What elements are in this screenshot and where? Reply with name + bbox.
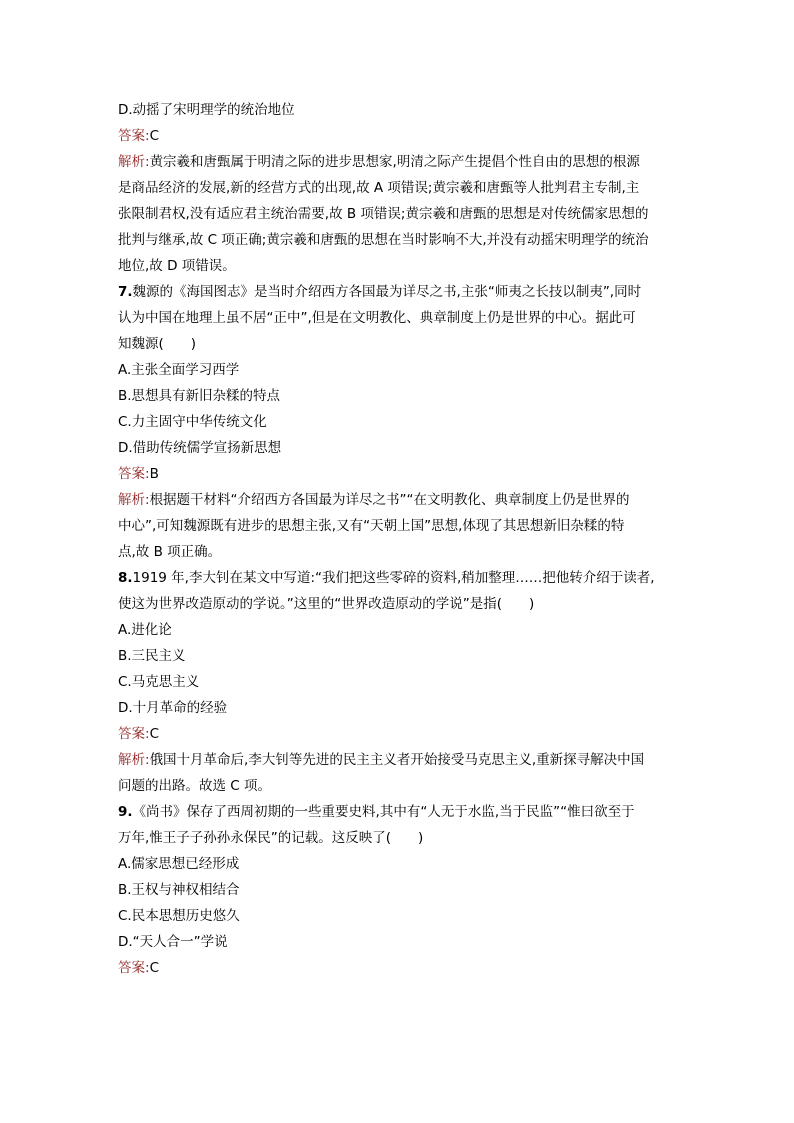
option-c: C.民本思想历史悠久 bbox=[118, 908, 240, 924]
analysis-line: 问题的出路。故选 C 项。 bbox=[118, 778, 272, 794]
analysis-line bbox=[118, 149, 678, 175]
question-stem bbox=[118, 565, 678, 591]
analysis-text: 黄宗羲和唐甄属于明清之际的进步思想家,明清之际产生提倡个性自由的思想的根源 bbox=[149, 154, 640, 170]
option-a: A.儒家思想已经形成 bbox=[118, 856, 240, 872]
option-d: D.“天人合一”学说 bbox=[118, 934, 228, 950]
answer-label: 答案: bbox=[118, 128, 150, 144]
answer-line bbox=[118, 461, 678, 487]
question-stem: 认为中国在地理上虽不居“正中”,但是在文明教化、典章制度上仍是世界的中心。据此可 bbox=[118, 310, 636, 326]
option-a: A.进化论 bbox=[118, 622, 172, 638]
question-8 bbox=[118, 565, 678, 799]
analysis-label: 解析: bbox=[118, 492, 150, 508]
analysis-line: 批判与继承,故 C 项正确;黄宗羲和唐甄的思想在当时影响不大,并没有动摇宋明理学的统治 bbox=[118, 232, 649, 248]
answer-value: C bbox=[149, 726, 159, 742]
analysis-text: 俄国十月革命后,李大钊等先进的民主主义者开始接受马克思主义,重新探寻解决中国 bbox=[149, 752, 645, 768]
question-stem bbox=[118, 279, 678, 305]
option-c: C.力主固守中华传统文化 bbox=[118, 414, 267, 430]
analysis-line bbox=[118, 487, 678, 513]
analysis-line: 中心”,可知魏源既有进步的思想主张,又有“天朝上国”思想,体现了其思想新旧杂糅的特 bbox=[118, 518, 625, 534]
option-b: B.王权与神权相结合 bbox=[118, 882, 240, 898]
answer-line bbox=[118, 123, 678, 149]
answer-line bbox=[118, 721, 678, 747]
question-7 bbox=[118, 279, 678, 565]
option-d: D.借助传统儒学宣扬新思想 bbox=[118, 440, 282, 456]
answer-value: C bbox=[149, 128, 159, 144]
answer-value: C bbox=[149, 960, 159, 976]
document-page bbox=[118, 97, 678, 981]
question-stem: 万年,惟王子子孙孙永保民”的记载。这反映了( ) bbox=[118, 830, 424, 846]
question-6-tail bbox=[118, 97, 678, 279]
option-b: B.思想具有新旧杂糅的特点 bbox=[118, 388, 281, 404]
question-stem: 知魏源( ) bbox=[118, 336, 197, 352]
answer-line bbox=[118, 955, 678, 981]
answer-label: 答案: bbox=[118, 466, 150, 482]
option-d: D.十月革命的经验 bbox=[118, 700, 228, 716]
analysis-line bbox=[118, 747, 678, 773]
option-a: A.主张全面学习西学 bbox=[118, 362, 240, 378]
analysis-line: 张限制君权,没有适应君主统治需要,故 B 项错误;黄宗羲和唐甄的思想是对传统儒家思想的 bbox=[118, 206, 649, 222]
option-c: C.马克思主义 bbox=[118, 674, 200, 690]
question-number: 9. bbox=[118, 804, 133, 820]
stem-text: 《尚书》保存了西周初期的一些重要史料,其中有“人无于水监,当于民监”“惟曰欲至于 bbox=[132, 804, 635, 820]
question-stem bbox=[118, 799, 678, 825]
analysis-label: 解析: bbox=[118, 752, 150, 768]
stem-text: 魏源的《海国图志》是当时介绍西方各国最为详尽之书,主张“师夷之长技以制夷”,同时 bbox=[132, 284, 642, 300]
option-b: B.三民主义 bbox=[118, 648, 186, 664]
stem-text: 1919 年,李大钊在某文中写道:“我们把这些零碎的资料,稍加整理……把他转介绍于读者, bbox=[132, 570, 655, 586]
analysis-line: 是商品经济的发展,新的经营方式的出现,故 A 项错误;黄宗羲和唐甄等人批判君主专制,主 bbox=[118, 180, 640, 196]
analysis-text: 根据题干材料“介绍西方各国最为详尽之书”“在文明教化、典章制度上仍是世界的 bbox=[149, 492, 630, 508]
analysis-label: 解析: bbox=[118, 154, 150, 170]
answer-value: B bbox=[149, 466, 159, 482]
answer-label: 答案: bbox=[118, 960, 150, 976]
question-stem: 使这为世界改造原动的学说。”这里的“世界改造原动的学说”是指( ) bbox=[118, 596, 535, 612]
answer-label: 答案: bbox=[118, 726, 150, 742]
question-number: 8. bbox=[118, 570, 133, 586]
option-d: D.动摇了宋明理学的统治地位 bbox=[118, 102, 295, 118]
analysis-line: 地位,故 D 项错误。 bbox=[118, 258, 236, 274]
question-9 bbox=[118, 799, 678, 981]
analysis-line: 点,故 B 项正确。 bbox=[118, 544, 222, 560]
question-number: 7. bbox=[118, 284, 133, 300]
